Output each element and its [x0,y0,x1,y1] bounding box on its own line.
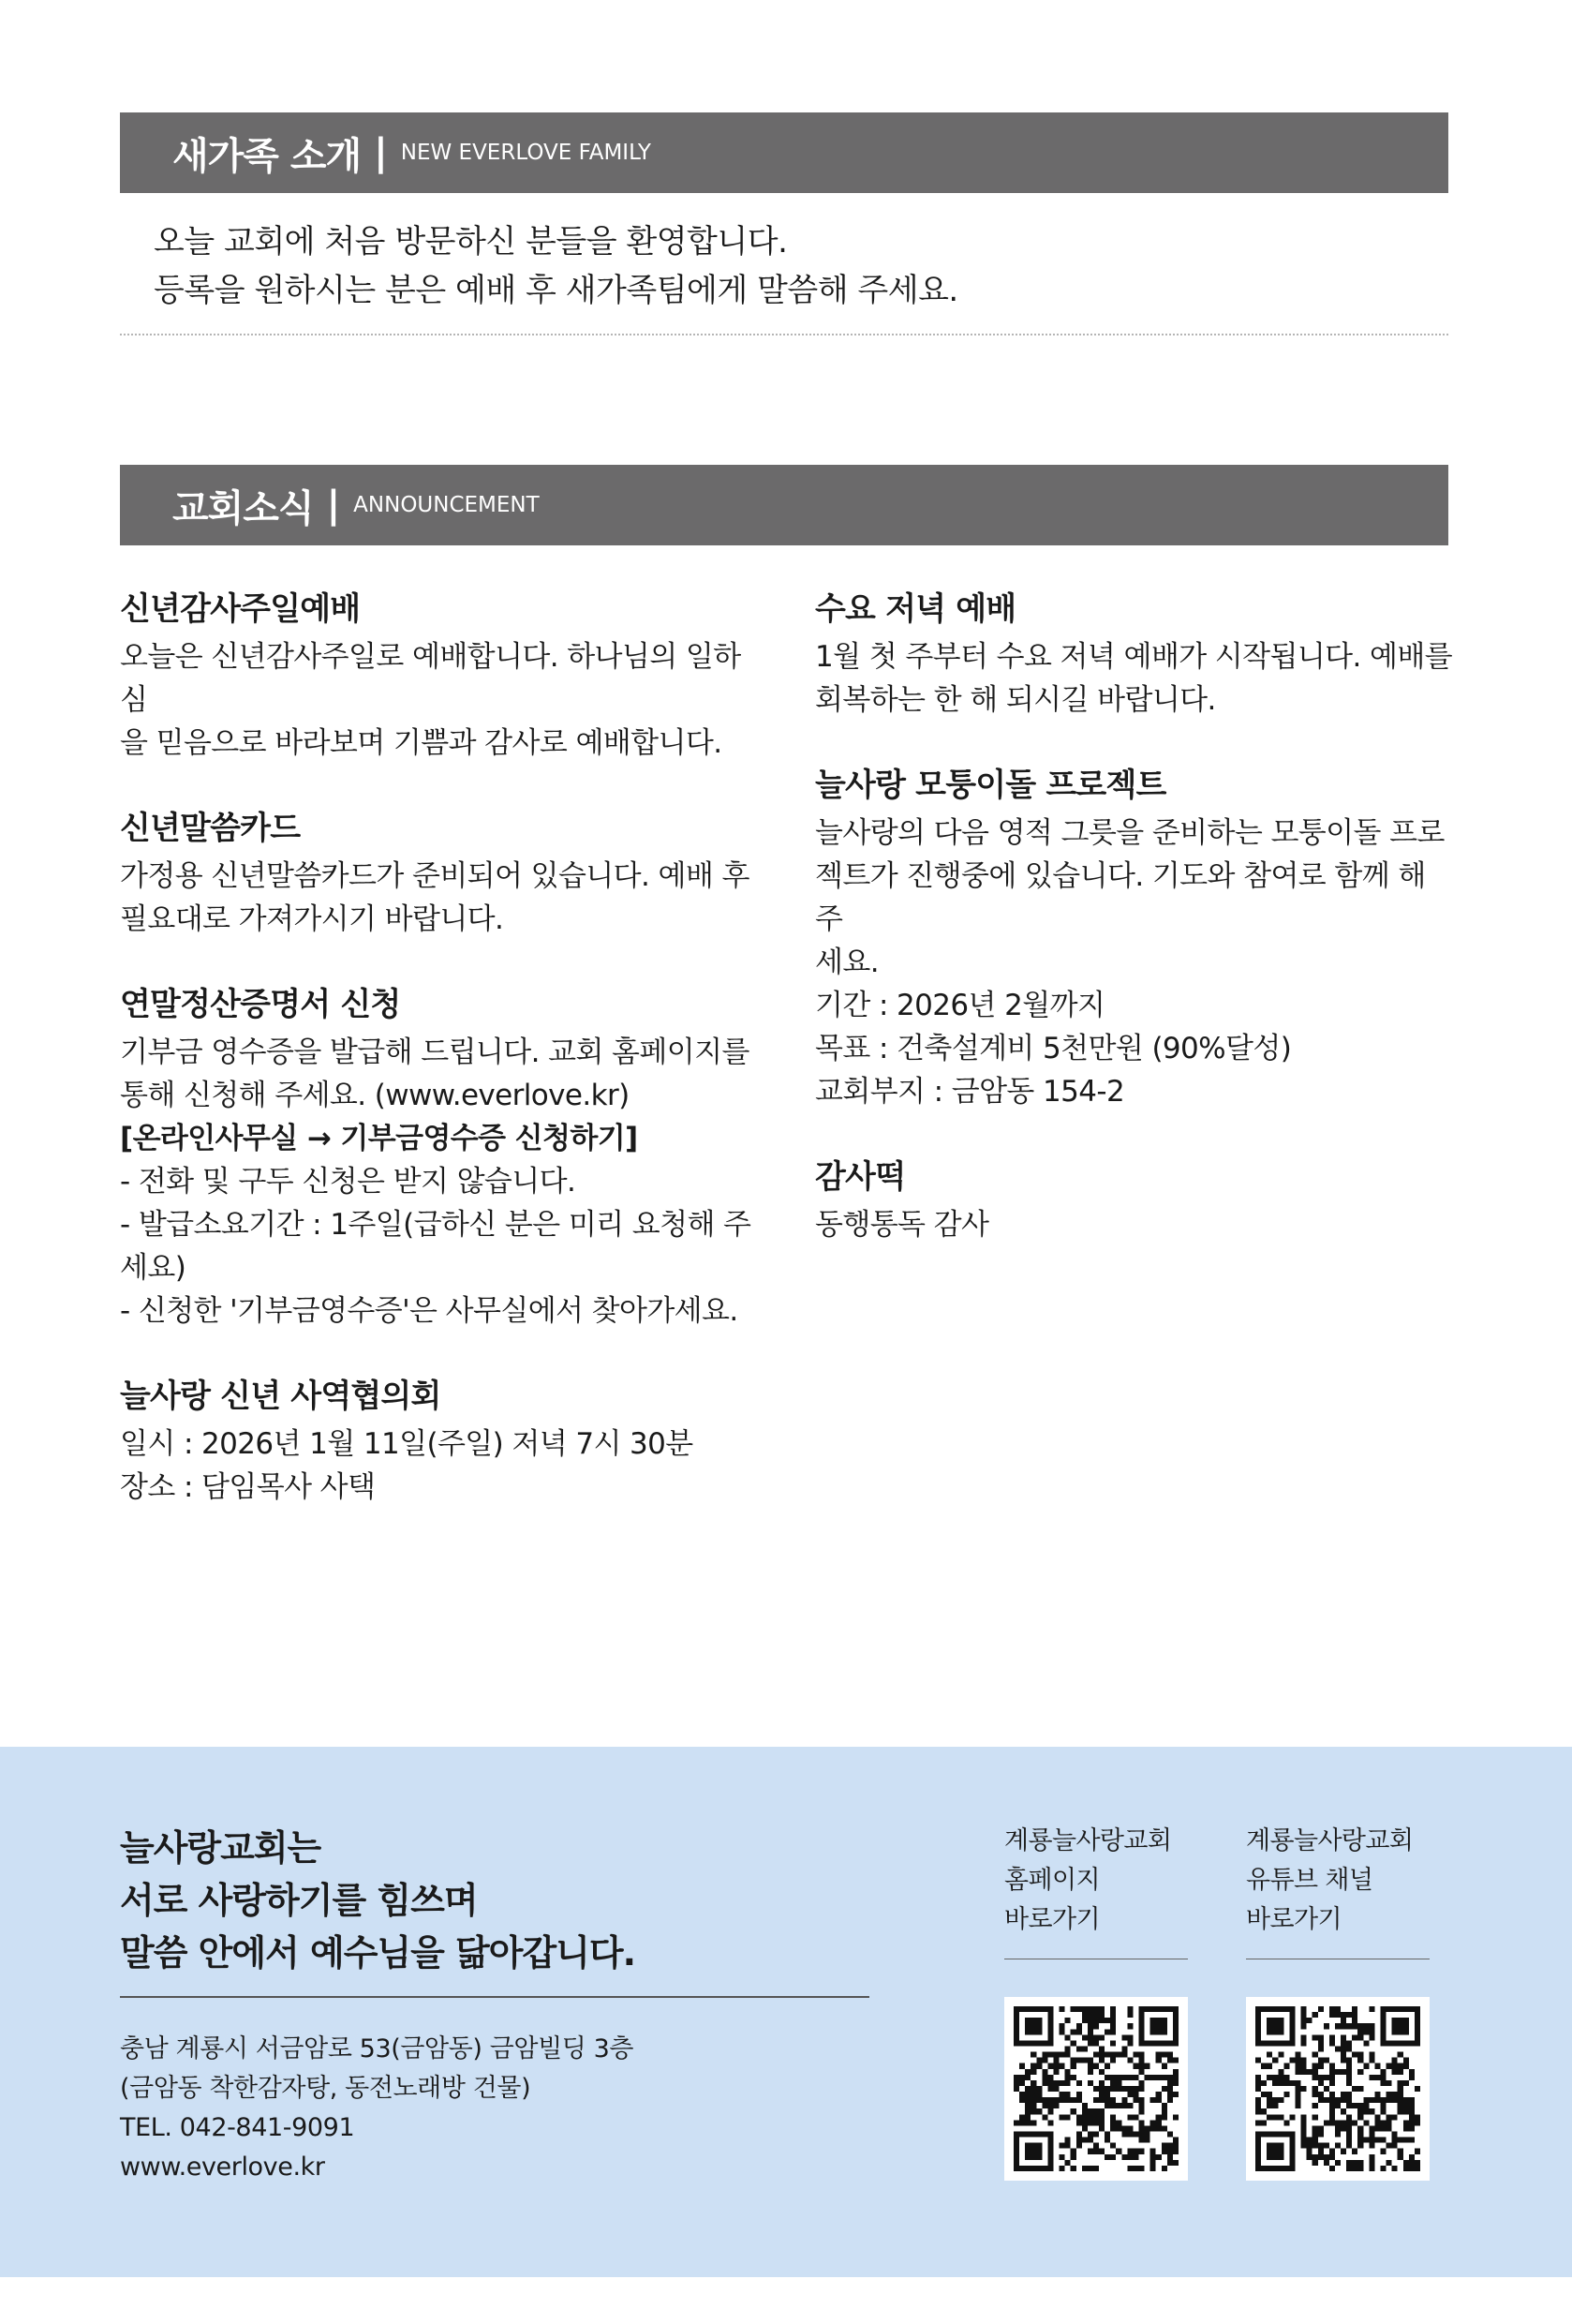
slogan-line: 늘사랑교회는 [120,1827,321,1869]
announcement-item-text: - 신청한 '기부금영수증'은 사무실에서 찾아가세요. [120,1294,738,1328]
qr-label-line: 바로가기 [1004,1905,1100,1934]
intro-line: 오늘 교회에 처음 방문하신 분들을 환영합니다. [154,223,788,261]
announcement-item [815,587,1461,722]
youtube-qr-code-icon[interactable] [1246,1997,1430,2181]
announcement-title: 교회소식 [172,486,314,530]
slogan-line: 서로 사랑하기를 힘쓰며 [120,1880,478,1921]
announcement-item-text: 장소 : 담임목사 사택 [120,1470,376,1504]
announcement-item [120,806,766,941]
announcement-item-text: 목표 : 건축설계비 5천만원 (90%달성) [815,1032,1292,1065]
announcement-item-text: 세요) [120,1251,186,1285]
announcement-item-text: 세요. [815,946,879,979]
announcement-item-link-path: [온라인사무실 → 기부금영수증 신청하기] [120,1122,638,1155]
announcement-item-text: - 전화 및 구두 신청은 받지 않습니다. [120,1165,576,1199]
announcement-item-text: 기간 : 2026년 2월까지 [815,989,1105,1022]
phone-number: TEL. 042-841-9091 [120,2113,355,2142]
announcement-header [120,465,1448,545]
announcement-subtitle: ANNOUNCEMENT [353,493,540,517]
announcement-item-text: 가정용 신년말씀카드가 준비되어 있습니다. 예배 후 [120,859,749,893]
qr-label-line: 계룡늘사랑교회 [1246,1826,1414,1855]
new-family-subtitle: NEW EVERLOVE FAMILY [400,141,651,165]
announcement-item-title: 신년감사주일예배 [120,590,361,628]
announcement-item-text: 일시 : 2026년 1월 11일(주일) 저녁 7시 30분 [120,1427,693,1461]
announcement-item-title: 수요 저녁 예배 [815,590,1016,628]
qr-label-line: 바로가기 [1246,1905,1342,1934]
announcement-item-text: 을 믿음으로 바라보며 기쁨과 감사로 예배합니다. [120,726,722,760]
qr-label-line: 계룡늘사랑교회 [1004,1826,1172,1855]
qr-label-line: 홈페이지 [1004,1866,1100,1895]
announcement-item-text: 회복하는 한 해 되시길 바랍니다. [815,683,1216,717]
new-family-intro [154,217,958,315]
announcement-item-title: 신년말씀카드 [120,810,301,847]
church-slogan [120,1822,635,1979]
announcement-item-text: 기부금 영수증을 발급해 드립니다. 교회 홈페이지를 [120,1035,749,1069]
website-link[interactable]: www.everlove.kr [120,2153,325,2182]
church-address [120,2030,633,2187]
announcement-item-text: 교회부지 : 금암동 154-2 [815,1075,1125,1109]
announcement-item [120,587,766,765]
announcement-item [120,982,766,1333]
announcement-item-title: 늘사랑 모퉁이돌 프로젝트 [815,767,1166,804]
qr-label-line: 유튜브 채널 [1246,1866,1373,1895]
announcement-item-title: 늘사랑 신년 사역협의회 [120,1378,441,1415]
slogan-line: 말씀 안에서 예수님을 닮아갑니다. [120,1932,636,1974]
youtube-qr-block [1246,1822,1430,2181]
announcement-item [120,1374,766,1509]
announcement-item-text: 필요대로 가져가시기 바랍니다. [120,902,504,936]
header-separator: | [326,484,341,527]
announcement-right-column [815,587,1461,1288]
announcement-item-text: 늘사랑의 다음 영적 그릇을 준비하는 모퉁이돌 프로 [815,816,1445,850]
announcement-item-text: - 발급소요기간 : 1주일(급하신 분은 미리 요청해 주 [120,1208,751,1242]
dotted-divider [120,334,1448,335]
intro-line: 등록을 원하시는 분은 예배 후 새가족팀에게 말씀해 주세요. [154,272,958,309]
announcement-item-text: 동행통독 감사 [815,1208,989,1242]
announcement-item-text: 오늘은 신년감사주일로 예배합니다. 하나님의 일하심 [120,640,741,717]
new-family-title: 새가족 소개 [172,134,362,178]
announcement-item-text: 통해 신청해 주세요. (www.everlove.kr) [120,1079,630,1112]
homepage-qr-block [1004,1822,1188,2181]
announcement-item-text: 젝트가 진행중에 있습니다. 기도와 참여로 함께 해 주 [815,859,1426,936]
announcement-item-title: 감사떡 [815,1158,906,1196]
homepage-qr-code-icon[interactable] [1004,1997,1188,2181]
address-line: (금암동 착한감자탕, 동전노래방 건물) [120,2074,531,2103]
footer [0,1747,1572,2277]
address-line: 충남 계룡시 서금암로 53(금암동) 금암빌딩 3층 [120,2034,634,2063]
header-separator: | [374,131,388,174]
announcement-item-title: 연말정산증명서 신청 [120,986,401,1023]
announcement-item [815,763,1461,1113]
announcement-item [815,1155,1461,1246]
announcement-item-text: 1월 첫 주부터 수요 저녁 예배가 시작됩니다. 예배를 [815,640,1453,674]
footer-divider [120,1996,869,1998]
announcement-left-column [120,587,766,1550]
new-family-header [120,112,1448,193]
